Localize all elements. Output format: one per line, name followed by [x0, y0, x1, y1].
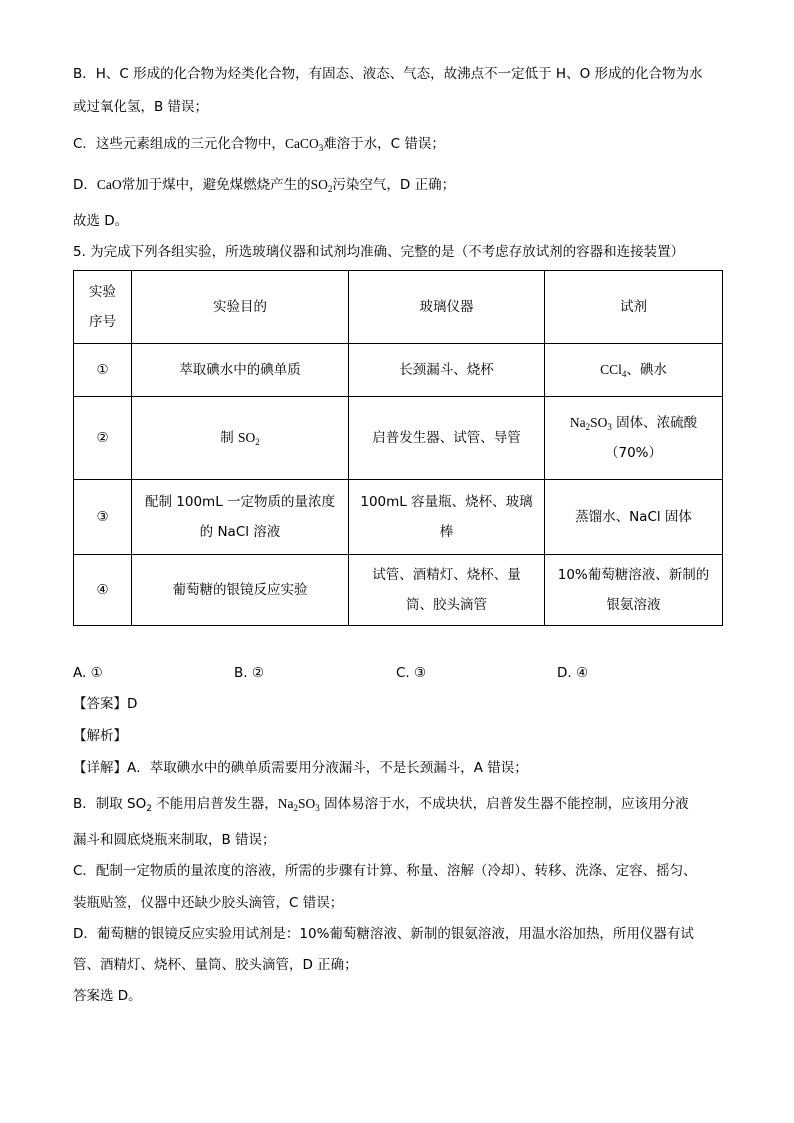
subscript: 3 — [315, 803, 320, 813]
formula: Na — [569, 415, 586, 430]
reagent-line2: （70%） — [604, 445, 662, 461]
conclusion-line: 答案选 D。 — [73, 988, 142, 1004]
cell-glass — [349, 480, 545, 555]
cell-glass: 启普发生器、试管、导管 — [349, 397, 545, 480]
formula: SO — [310, 177, 328, 192]
header-cell: 玻璃仪器 — [349, 271, 545, 344]
option-d: D. ④ — [557, 665, 589, 681]
option-b: B. ② — [234, 665, 264, 681]
cell-reagent: 蒸馏水、NaCl 固体 — [545, 480, 723, 555]
subscript: 4 — [621, 369, 627, 379]
cell-no: ③ — [74, 480, 132, 555]
detail-c-line2: 装瓶贴签，仪器中还缺少胶头滴管，C 错误； — [73, 895, 344, 911]
analysis-b-line1: B．H、C 形成的化合物为烃类化合物，有固态、液态、气态，故沸点不一定低于 H、O 形成的化合物为水 — [73, 66, 703, 82]
cell-no: ④ — [74, 555, 132, 626]
detail-d-line2: 管、酒精灯、烧杯、量筒、胶头滴管，D 正确； — [73, 957, 358, 973]
text: B．制取 SO — [73, 796, 147, 812]
glass-line2: 棒 — [439, 524, 454, 540]
subscript: 3 — [607, 422, 612, 432]
question-stem: 5. 为完成下列各组实验，所选玻璃仪器和试剂均准确、完整的是（不考虑存放试剂的容器和连接装置） — [73, 244, 685, 260]
answer-value: D — [127, 696, 138, 712]
cell-no: ① — [74, 344, 132, 397]
reagent-line1 — [549, 408, 718, 438]
text: 不能用启普发生器， — [151, 796, 278, 812]
detail-b-line2: 漏斗和圆底烧瓶来制取，B 错误； — [73, 832, 276, 848]
cell-purpose: 葡萄糖的银镜反应实验 — [132, 555, 349, 626]
experiment-table — [73, 270, 723, 626]
header-cell: 实验目的 — [132, 271, 349, 344]
cell-purpose: 萃取碘水中的碘单质 — [132, 344, 349, 397]
text: 难溶于水，C 错误； — [323, 136, 445, 152]
reagent-line1: 10%葡萄糖溶液、新制的 — [557, 567, 710, 583]
glass-line1: 100mL 容量瓶、烧杯、玻璃 — [360, 494, 533, 510]
cell-glass — [349, 555, 545, 626]
formula: Na — [277, 796, 294, 811]
header-cell: 试剂 — [545, 271, 723, 344]
choose-line: 故选 D。 — [73, 213, 129, 229]
answer-label: 【答案】 — [73, 696, 127, 712]
analysis-b-line2: 或过氧化氢，B 错误； — [73, 99, 209, 115]
cell-purpose — [132, 480, 349, 555]
formula: CaCO — [284, 136, 319, 151]
option-a: A. ① — [73, 665, 103, 681]
table-row — [74, 555, 723, 626]
subscript: 2 — [327, 184, 333, 194]
text: D． — [73, 177, 97, 193]
table-row — [74, 397, 723, 480]
reagent-line2: 银氨溶液 — [606, 597, 661, 613]
table-row — [74, 480, 723, 555]
analysis-d-line — [73, 175, 455, 195]
analysis-c-line — [73, 134, 445, 154]
cell-glass: 长颈漏斗、烧杯 — [349, 344, 545, 397]
text: 污染空气，D 正确； — [332, 177, 456, 193]
cell-reagent — [545, 344, 723, 397]
cell-reagent — [545, 397, 723, 480]
text: 、碘水 — [626, 362, 667, 378]
detail-label: 【详解】 — [73, 760, 127, 776]
subscript: 2 — [585, 422, 591, 432]
cell-purpose — [132, 397, 349, 480]
text: 固体、浓硫酸 — [611, 415, 698, 431]
text: 固体易溶于水，不成块状，启普发生器不能控制，应该用分液 — [319, 796, 689, 812]
subscript: 2 — [146, 804, 152, 814]
table-row — [74, 344, 723, 397]
header-cell: 实验序号 — [74, 271, 132, 344]
cell-reagent — [545, 555, 723, 626]
formula: CCl — [600, 362, 622, 377]
subscript: 2 — [293, 803, 299, 813]
subscript: 2 — [255, 437, 260, 447]
answer-line — [73, 694, 137, 714]
detail-b-line1 — [73, 794, 689, 814]
detail-d-line1: D．葡萄糖的银镜反应实验用试剂是：10%葡萄糖溶液、新制的银氨溶液，用温水浴加热，所用仪器有试 — [73, 926, 694, 942]
purpose-line1: 配制 100mL 一定物质的量浓度 — [144, 494, 336, 510]
analysis-label: 【解析】 — [73, 728, 127, 744]
table-header-row — [74, 271, 723, 344]
text: A．萃取碘水中的碘单质需要用分液漏斗，不是长颈漏斗，A 错误； — [127, 760, 528, 776]
option-c: C. ③ — [396, 665, 427, 681]
formula: CaO — [96, 177, 122, 192]
text: 常加于煤中，避免煤燃烧产生的 — [121, 177, 311, 193]
subscript: 3 — [318, 143, 324, 153]
purpose-line2: 的 NaCl 溶液 — [199, 524, 281, 540]
formula: SO — [298, 796, 316, 811]
cell-no: ② — [74, 397, 132, 480]
formula: SO — [238, 430, 256, 445]
detail-c-line1: C．配制一定物质的量浓度的溶液，所需的步骤有计算、称量、溶解（冷却）、转移、洗涤、定容、摇匀、 — [73, 863, 697, 879]
detail-a-line — [73, 758, 528, 778]
formula: SO — [590, 415, 608, 430]
text: 制 — [220, 430, 239, 446]
glass-line1: 试管、酒精灯、烧杯、量 — [372, 567, 521, 583]
text: C．这些元素组成的三元化合物中， — [73, 136, 285, 152]
glass-line2: 筒、胶头滴管 — [406, 597, 487, 613]
